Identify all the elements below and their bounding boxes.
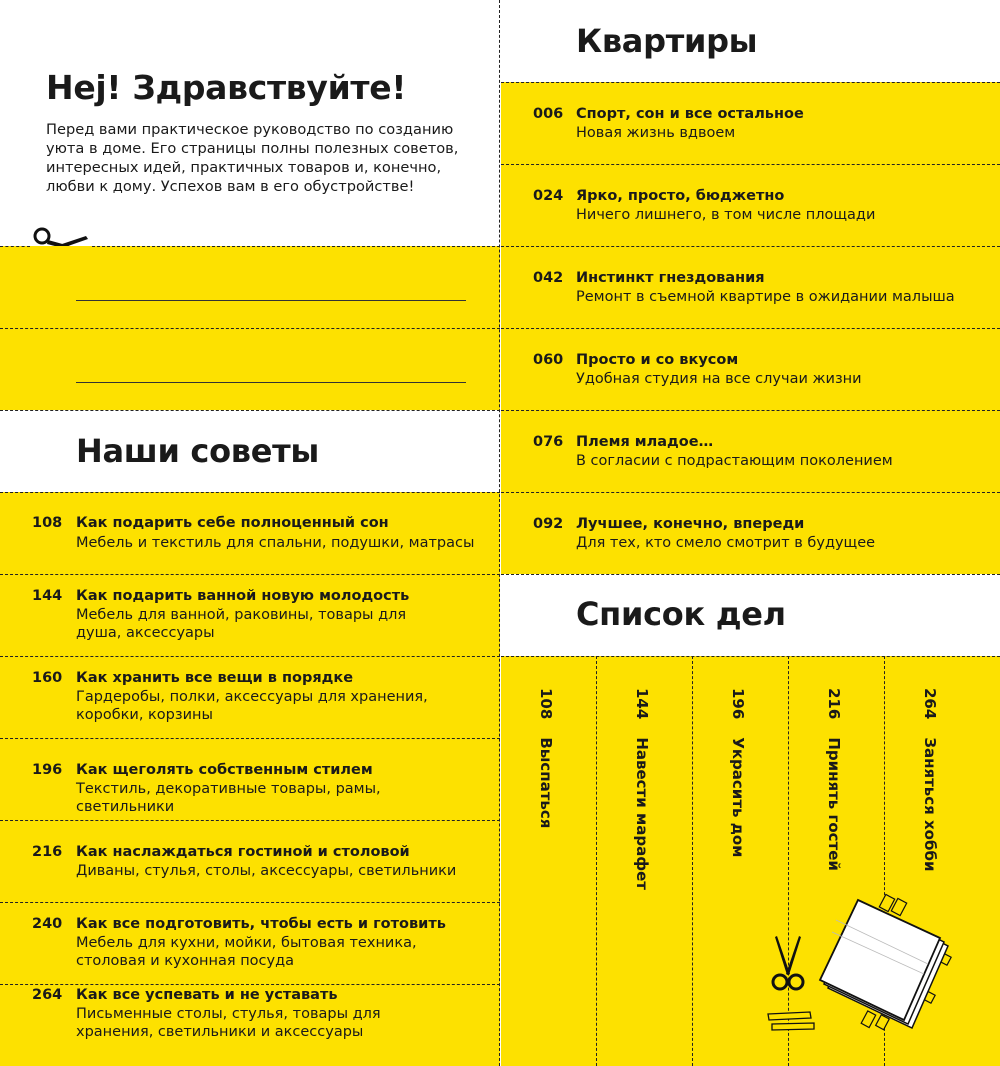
apartment-title: Инстинкт гнездования — [576, 270, 765, 286]
tip-title: Как щеголять собственным стилем — [76, 762, 373, 778]
tip-number: 160 — [32, 670, 63, 686]
todo-label: Навести марафет — [633, 737, 651, 890]
tip-title: Как подарить себе полноценный сон — [76, 515, 389, 531]
tip-title: Как хранить все вещи в порядке — [76, 670, 354, 686]
apartment-title: Племя младое… — [576, 434, 714, 450]
todo-item — [921, 688, 939, 871]
apartment-title: Просто и со вкусом — [576, 352, 739, 368]
apartment-desc: Для тех, кто смело смотрит в будущее — [576, 535, 876, 551]
todo-label: Принять гостей — [825, 737, 843, 871]
apartment-number: 092 — [533, 516, 564, 532]
todo-label: Украсить дом — [729, 737, 747, 858]
todo-title: Список дел — [576, 595, 786, 633]
tip-number: 144 — [32, 588, 63, 604]
todo-number: 196 — [729, 688, 747, 720]
scissors-icon — [768, 934, 808, 994]
tips-list — [0, 492, 500, 1066]
write-line — [76, 300, 466, 301]
apartment-desc: Ремонт в съемной квартире в ожидании малыша — [576, 289, 955, 305]
apartment-number: 076 — [533, 434, 564, 450]
cut-line — [92, 246, 500, 247]
intro-title: Hej! Здравствуйте! — [46, 68, 407, 107]
todo-item — [729, 688, 747, 857]
tip-title: Как подарить ванной новую молодость — [76, 588, 410, 604]
tip-number: 216 — [32, 844, 63, 860]
tip-desc: Мебель для кухни, мойки, бытовая техника, столовая и кухонная посуда — [76, 935, 417, 969]
apartment-title: Ярко, просто, бюджетно — [576, 188, 785, 204]
intro-text: Перед вами практическое руководство по созданию уюта в доме. Его страницы полны полезных советов, интересных идей, практичных товаров и, конечно, любви к дому. Успехов вам в его обустройстве! — [46, 121, 459, 195]
tip-desc: Письменные столы, стулья, товары для хранения, светильники и аксессуары — [76, 1006, 381, 1040]
todo-item — [825, 688, 843, 871]
tip-desc: Мебель для ванной, раковины, товары для душа, аксессуары — [76, 607, 407, 641]
tip-title: Как все подготовить, чтобы есть и готовить — [76, 916, 446, 932]
apartment-desc: Новая жизнь вдвоем — [576, 125, 736, 141]
apartment-desc: Ничего лишнего, в том числе площади — [576, 207, 876, 223]
todo-item — [537, 688, 555, 828]
todo-number: 216 — [825, 688, 843, 720]
apartment-number: 060 — [533, 352, 564, 368]
todo-number: 108 — [537, 688, 555, 720]
todo-number: 264 — [921, 688, 939, 720]
tip-number: 196 — [32, 762, 63, 778]
tip-number: 108 — [32, 515, 63, 531]
apartment-title: Спорт, сон и все остальное — [576, 106, 804, 122]
tip-desc: Гардеробы, полки, аксессуары для хранения, коробки, корзины — [76, 689, 428, 723]
tip-desc: Диваны, стулья, столы, аксессуары, светильники — [76, 863, 457, 879]
tip-title: Как наслаждаться гостиной и столовой — [76, 844, 410, 860]
notebook-icon — [806, 890, 956, 1035]
write-line — [76, 382, 466, 383]
todo-number: 144 — [633, 688, 651, 720]
apartment-desc: В согласии с подрастающим поколением — [576, 453, 893, 469]
tip-desc: Текстиль, декоративные товары, рамы, светильники — [76, 781, 381, 815]
tip-number: 264 — [32, 987, 63, 1003]
todo-label: Заняться хобби — [921, 737, 939, 872]
todo-label: Выспаться — [537, 737, 555, 829]
apartment-number: 042 — [533, 270, 564, 286]
tip-desc: Мебель и текстиль для спальни, подушки, матрасы — [76, 535, 475, 551]
center-divider — [499, 0, 500, 1066]
apartment-number: 024 — [533, 188, 564, 204]
apartment-number: 006 — [533, 106, 564, 122]
tip-title: Как все успевать и не уставать — [76, 987, 338, 1003]
apartment-title: Лучшее, конечно, впереди — [576, 516, 805, 532]
apartments-title: Квартиры — [576, 22, 758, 60]
cut-line — [0, 246, 30, 247]
tips-title: Наши советы — [76, 432, 320, 470]
tip-number: 240 — [32, 916, 63, 932]
todo-item — [633, 688, 651, 890]
apartment-desc: Удобная студия на все случаи жизни — [576, 371, 862, 387]
cut-line — [0, 328, 500, 329]
